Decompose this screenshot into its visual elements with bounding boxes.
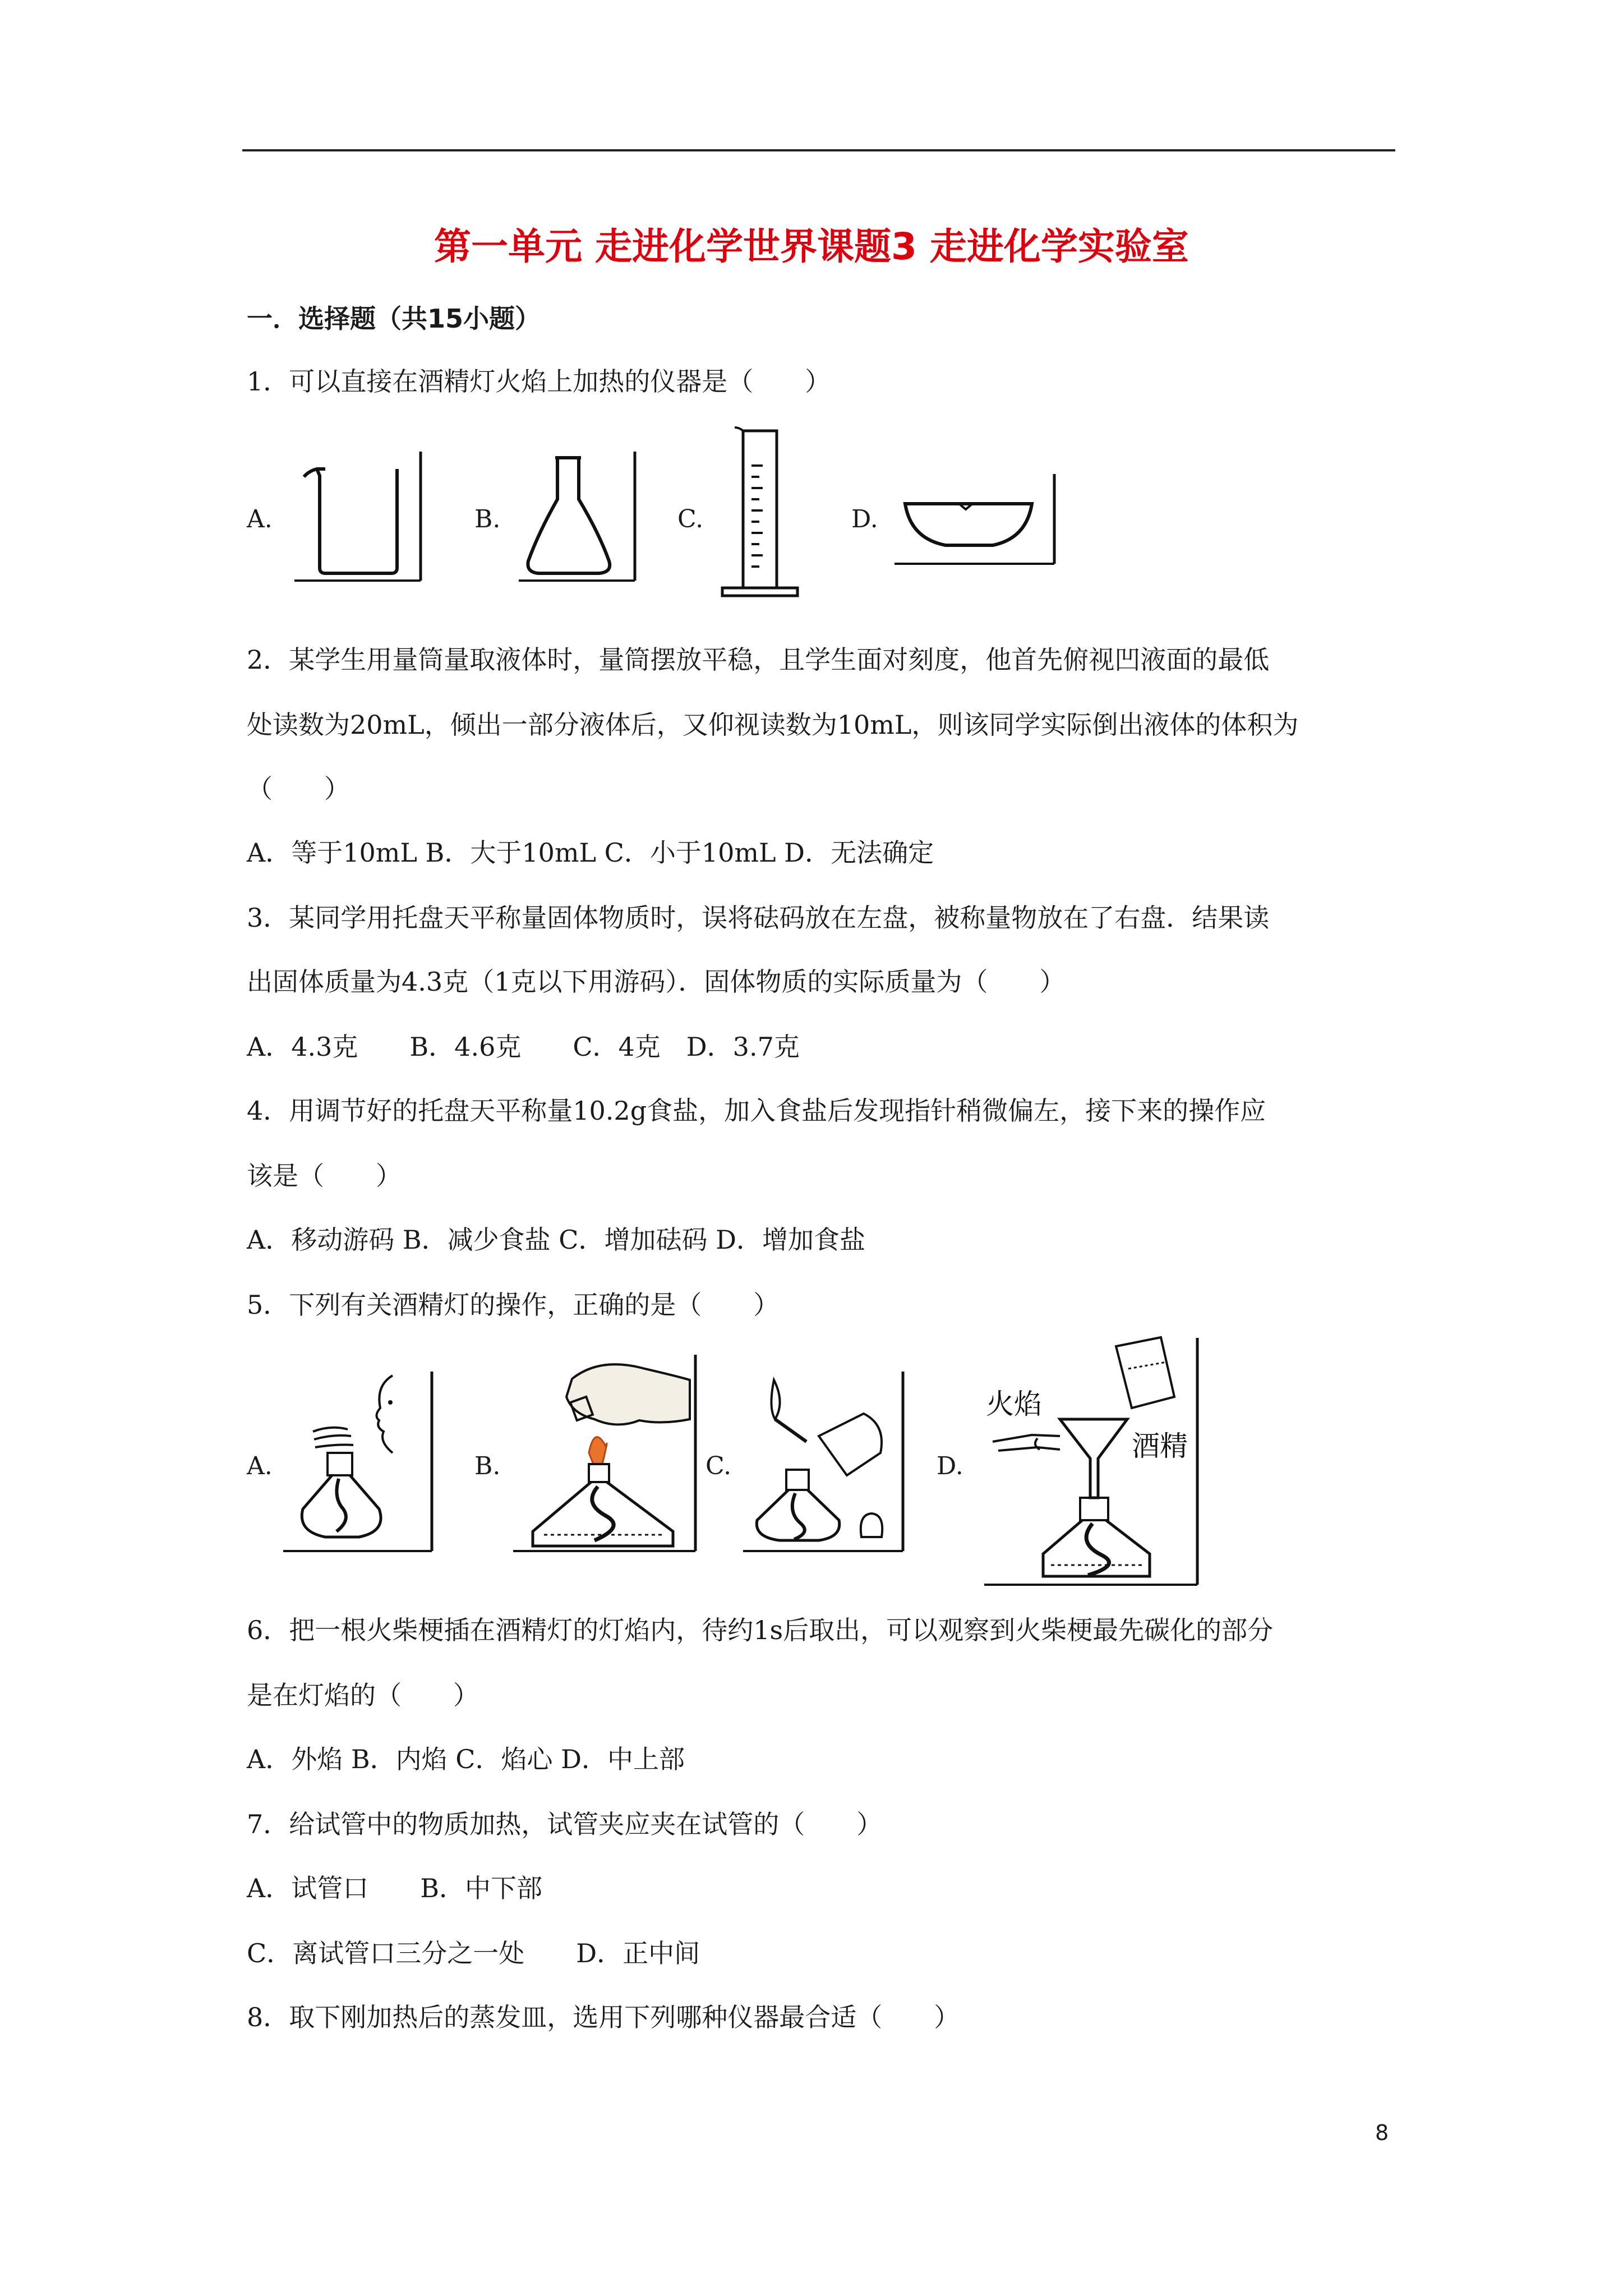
flame-label: 火焰 xyxy=(986,1388,1042,1420)
question-8-text: 8．取下刚加热后的蒸发皿，选用下列哪种仪器最合适（ ） xyxy=(247,2002,960,2032)
q1-option-b-label: B. xyxy=(474,505,501,533)
question-3-line-1: 3．某同学用托盘天平称量固体物质时，误将砝码放在左盘，被称量物放在了右盘．结果读 xyxy=(247,903,1270,933)
alcohol-label: 酒精 xyxy=(1132,1430,1188,1462)
lighting-from-another-lamp-figure xyxy=(740,1369,909,1554)
page-title: 第一单元 走进化学世界课题3 走进化学实验室 xyxy=(434,225,1189,268)
question-2-options: A．等于10mL B．大于10mL C．小于10mL D．无法确定 xyxy=(247,838,934,868)
question-6-line-2: 是在灯焰的（ ） xyxy=(247,1680,479,1710)
question-4-line-2: 该是（ ） xyxy=(247,1161,402,1191)
q5-option-a-label: A. xyxy=(247,1452,273,1480)
question-7-options-2: C．离试管口三分之一处 D．正中间 xyxy=(247,1938,700,1968)
question-7-text: 7．给试管中的物质加热，试管夹应夹在试管的（ ） xyxy=(247,1809,883,1839)
q5-option-c-label: C. xyxy=(706,1452,732,1480)
question-4-line-1: 4．用调节好的托盘天平称量10.2g食盐，加入食盐后发现指针稍微偏左，接下来的操作应 xyxy=(247,1096,1266,1126)
q5-option-b-label: B. xyxy=(474,1452,501,1480)
adding-alcohol-to-lit-lamp-figure xyxy=(981,1335,1206,1588)
q1-option-d-label: D. xyxy=(851,505,878,533)
question-3-line-2: 出固体质量为4.3克（1克以下用游码）．固体物质的实际质量为（ ） xyxy=(247,967,1066,997)
beaker-figure xyxy=(292,449,426,583)
question-4-options: A．移动游码 B．减少食盐 C．增加砝码 D．增加食盐 xyxy=(247,1225,865,1255)
question-5-text: 5．下列有关酒精灯的操作，正确的是（ ） xyxy=(247,1290,780,1320)
section-heading: 一．选择题（共15小题） xyxy=(247,303,541,334)
header-rule xyxy=(242,149,1395,151)
lighting-lamp-with-lamp-figure xyxy=(510,1352,701,1554)
page-number: 8 xyxy=(1375,2120,1389,2145)
question-2-line-3: （ ） xyxy=(247,774,350,804)
q5-option-d-label: D. xyxy=(937,1452,963,1480)
graduated-cylinder-figure xyxy=(718,426,808,606)
conical-flask-figure xyxy=(516,449,639,583)
question-7-options-1: A．试管口 B．中下部 xyxy=(247,1873,543,1903)
evaporating-dish-figure xyxy=(892,471,1060,567)
blowing-out-lamp-figure xyxy=(280,1369,437,1554)
question-6-options: A．外焰 B．内焰 C．焰心 D．中上部 xyxy=(247,1744,685,1774)
question-2-line-1: 2．某学生用量筒量取液体时，量筒摆放平稳，且学生面对刻度，他首先俯视凹液面的最低 xyxy=(247,645,1270,675)
question-6-line-1: 6．把一根火柴梗插在酒精灯的灯焰内，待约1s后取出，可以观察到火柴梗最先碳化的部分 xyxy=(247,1615,1274,1645)
q1-option-c-label: C. xyxy=(677,505,704,533)
q1-option-a-label: A. xyxy=(247,505,273,533)
question-2-line-2: 处读数为20mL，倾出一部分液体后，又仰视读数为10mL，则该同学实际倒出液体的体积为 xyxy=(247,710,1299,740)
question-1-text: 1．可以直接在酒精灯火焰上加热的仪器是（ ） xyxy=(247,366,831,397)
question-3-options: A．4.3克 B．4.6克 C．4克 D．3.7克 xyxy=(247,1032,800,1062)
